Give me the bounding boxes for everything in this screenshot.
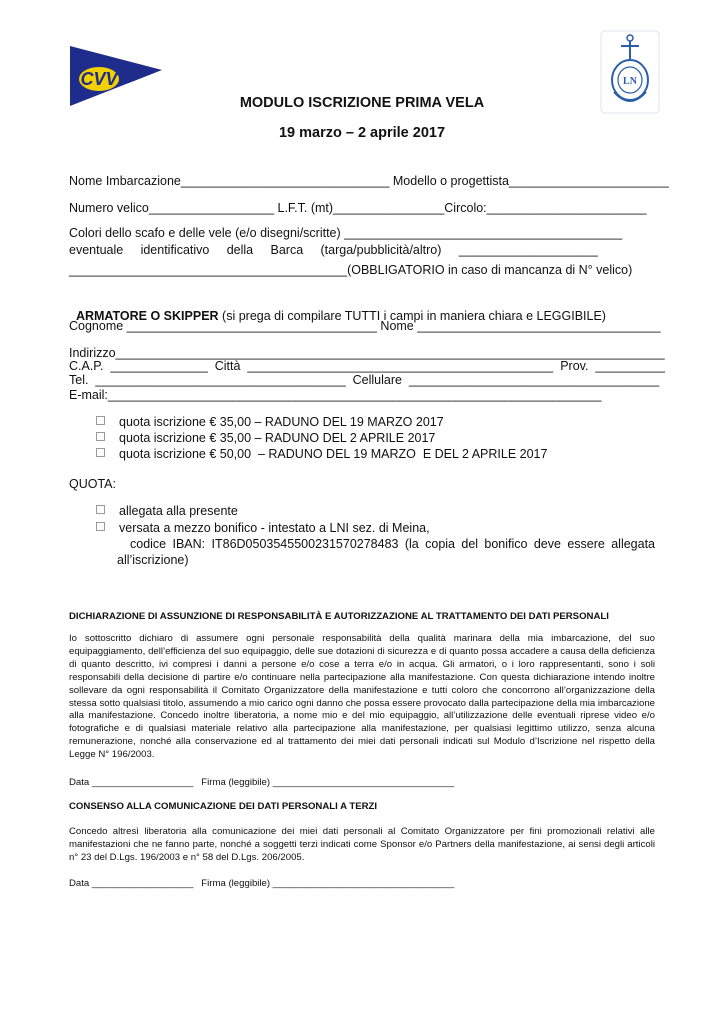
quota-option[interactable] [96,430,435,446]
checkbox-icon[interactable] [96,448,105,457]
email-field[interactable]: E-mail:_______________________________________________________________________ [69,388,602,402]
owner-heading-bold: ARMATORE O SKIPPER [75,309,219,323]
consent-heading: CONSENSO ALLA COMUNICAZIONE DEI DATI PERSONALI A TERZI [69,801,378,812]
quota-option[interactable] [96,414,444,430]
svg-text:LN: LN [623,76,637,87]
declaration-heading: DICHIARAZIONE DI ASSUNZIONE DI RESPONSABILITÀ E AUTORIZZAZIONE AL TRATTAMENTO DEI DATI PERSONALI [69,611,609,622]
boat-identifier-field[interactable]: eventuale identificativo della Barca (targa/pubblicità/altro) ____________________ [69,243,598,257]
boat-name-field[interactable]: Nome Imbarcazione______________________________ Modello o progettista_______________________ [69,174,669,188]
page-title: MODULO ISCRIZIONE PRIMA VELA [239,95,485,111]
surname-name-field[interactable]: Cognome ____________________________________ Nome ___________________________________ [69,319,661,333]
declaration-signature-field[interactable]: Data ___________________ Firma (leggibile) __________________________________ [69,777,455,788]
checkbox-icon[interactable] [96,522,105,531]
checkbox-icon[interactable] [96,416,105,425]
checkbox-icon[interactable] [96,505,105,514]
quota-option-label: quota iscrizione € 50,00 – RADUNO DEL 19 MARZO E DEL 2 APRILE 2017 [119,447,548,461]
quota-option[interactable] [96,446,547,462]
iban-text: codice IBAN: IT86D0503545500231570278483 (la copia del bonifico deve essere allegata all’iscrizione) [117,537,655,567]
payment-option-transfer[interactable] [96,520,430,536]
consent-text: Concedo altresì liberatoria alla comunicazione dei miei dati personali al Comitato Organizzatore per fini promozionali relativi alle manifestazioni che ne fanno parte, nonché a soggetti terzi indicati come Sponsor e/o Partners della manifestazione, ai sensi degli articoli n° 23 del D.Lgs. 196/2003 e n° 58 del D.Lgs. 206/2005. [69,826,655,863]
payment-option-attached[interactable] [96,503,238,519]
quota-option-label: quota iscrizione € 35,00 – RADUNO DEL 19 MARZO 2017 [119,415,444,429]
payment-option-label: versata a mezzo bonifico - intestato a LNI sez. di Meina, [119,521,430,535]
payment-option-label: allegata alla presente [119,504,238,518]
cap-city-field[interactable]: C.A.P. ______________ Città ____________________________________________ Prov. __________ [69,359,665,373]
consent-signature-field[interactable]: Data ___________________ Firma (leggibile) __________________________________ [69,878,455,889]
hull-colors-field[interactable]: Colori dello scafo e delle vele (e/o disegni/scritte) ________________________________________ [69,226,623,240]
cvv-logo-text: CVV [80,69,118,89]
quota-label: QUOTA: [69,477,116,491]
quota-option-label: quota iscrizione € 35,00 – RADUNO DEL 2 APRILE 2017 [119,431,436,445]
event-dates: 19 marzo – 2 aprile 2017 [278,125,446,141]
sail-number-field[interactable]: Numero velico__________________ L.F.T. (mt)________________Circolo:_______________________ [69,201,647,215]
checkbox-icon[interactable] [96,432,105,441]
boat-identifier-note[interactable]: ________________________________________(OBBLIGATORIO in caso di mancanza di N° velico) [69,263,633,277]
phone-field[interactable]: Tel. ____________________________________ Cellulare ____________________________________ [69,373,660,387]
declaration-text: Io sottoscritto dichiaro di assumere ogni personale responsabilità della qualità marinara della mia imbarcazione, del suo equipaggiamento, dell’efficienza del suo equipaggio, delle sue dotazioni di sicurezza e di quanto possa accadere a causa della deficienza di quanto descritto, ivi compresi i danni a persone e/o cose a terra e/o in acqua. Gli armatori, o i loro rappresentanti, sono i soli responsabili della decisione di partire e/o continuare nella partecipazione alla manifestazione. Con questa dichiarazione intendo inoltre sollevare da ogni responsabilità il Comitato Organizzatore della manifestazione e tutti coloro che concorrono all’organizzazione della stessa sotto qualsiasi titolo, assumendo a mio carico ogni danno che possa essere provocato dalla partecipazione della mia imbarcazione alla manifestazione. Concedo inoltre liberatoria, a nome mio e del mio equipaggio, all’utilizzazione delle eventuali riprese video e/o fotografiche e di qualsiasi materiale relativo alla partecipazione alla manifestazione, per qualsiasi legittimo utilizzo, senza alcuna remunerazione, nonché alla conservazione ed al trattamento dei miei dati personali indicati sul Modulo d’Iscrizione nel rispetto della Legge N° 196/2003. [69,633,655,761]
owner-heading-note: (si prega di compilare TUTTI i campi in maniera chiara e LEGGIBILE) [218,309,606,323]
address-field[interactable]: Indirizzo_______________________________________________________________________________ [69,346,665,360]
